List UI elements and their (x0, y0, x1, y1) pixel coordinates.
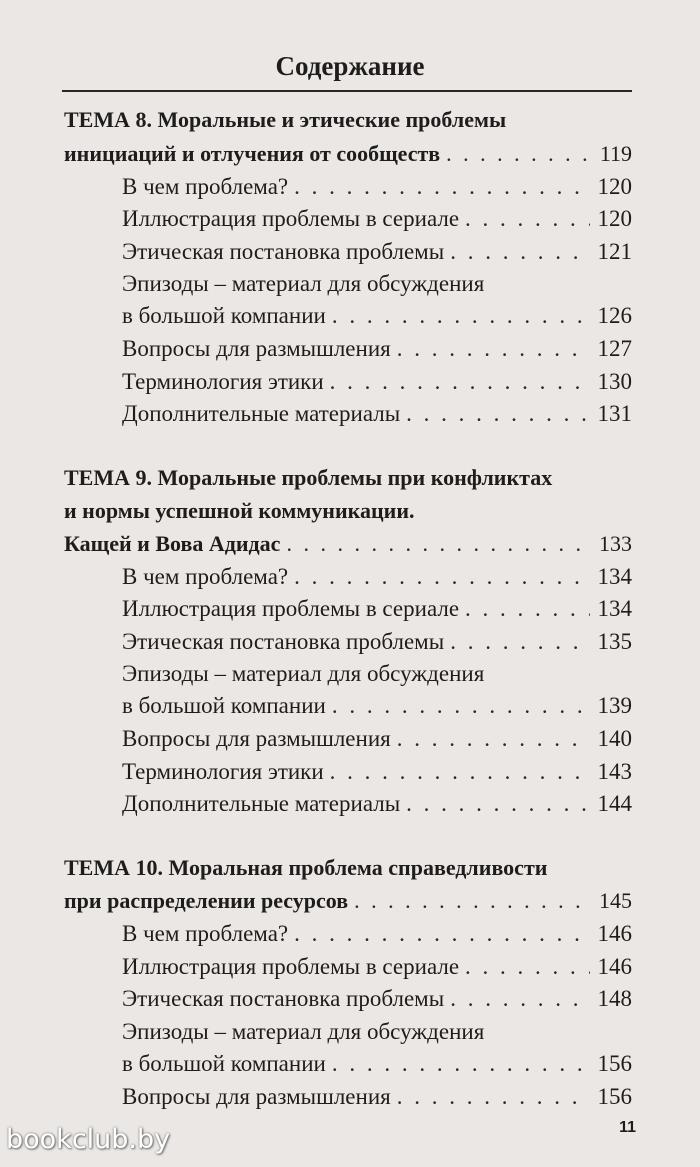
toc-entry (122, 1016, 632, 1048)
toc-entry-title: В чем проблема? (122, 174, 289, 199)
toc-page-number: 120 (597, 206, 632, 231)
toc-heading-line (64, 528, 632, 560)
toc-heading-line (64, 104, 632, 136)
toc-entry-title: ТЕМА 10. Моральная проблема справедливости (64, 855, 548, 880)
toc-entry-title: Терминология этики (122, 369, 324, 394)
toc-entry-title: Иллюстрация проблемы в сериале (122, 954, 460, 979)
toc-page-number: 131 (597, 401, 632, 426)
toc-entry-title: Дополнительные материалы (122, 791, 401, 816)
toc-heading-line (64, 138, 632, 170)
toc-entry-title: Кащей и Вова Адидас (64, 531, 281, 556)
toc-entry-title: и нормы успешной коммуникации. (64, 498, 415, 523)
toc-page-number: 120 (597, 174, 632, 199)
toc-entry-title: Иллюстрация проблемы в сериале (122, 596, 460, 621)
toc-entry (122, 756, 632, 788)
toc-page-number: 140 (597, 726, 632, 751)
toc-page-number: 121 (597, 239, 632, 264)
toc-entry (122, 1081, 632, 1113)
toc-entry (122, 203, 632, 235)
toc-leader-dots (450, 626, 589, 658)
toc-entry (122, 626, 632, 658)
toc-entry (122, 300, 632, 332)
toc-entry-title: Вопросы для размышления (122, 726, 391, 751)
toc-entry (122, 788, 632, 820)
toc-leader-dots (354, 885, 591, 917)
toc-entry-title: Вопросы для размышления (122, 336, 391, 361)
toc-entry (122, 983, 632, 1015)
toc-page-number: 130 (597, 369, 632, 394)
toc-page-number: 156 (597, 1051, 632, 1076)
page-title: Содержание (275, 51, 425, 81)
toc-entry-title: Этическая постановка проблемы (122, 239, 445, 264)
toc-entry (122, 951, 632, 983)
toc-leader-dots (332, 1048, 590, 1080)
toc-entry-title: в большой компании (122, 1051, 326, 1076)
toc-entry-title: В чем проблема? (122, 921, 289, 946)
toc-leader-dots (294, 918, 589, 950)
toc-page-number: 135 (597, 629, 632, 654)
toc-entry-title: Этическая постановка проблемы (122, 986, 445, 1011)
toc-page-number: 134 (597, 564, 632, 589)
toc-entry (122, 171, 632, 203)
toc-leader-dots (465, 593, 589, 625)
toc-entry (122, 690, 632, 722)
toc-entry (122, 268, 632, 300)
toc-leader-dots (330, 756, 590, 788)
toc-entry-title: Эпизоды – материал для обсуждения (122, 271, 485, 296)
toc-leader-dots (286, 528, 591, 560)
toc-entry-title: В чем проблема? (122, 564, 289, 589)
toc-entry (122, 918, 632, 950)
toc-entry (122, 366, 632, 398)
toc-entry-title: Вопросы для размышления (122, 1084, 391, 1109)
toc-entry-title: в большой компании (122, 303, 326, 328)
toc-page-number: 145 (599, 888, 632, 913)
toc-heading-line (64, 885, 632, 917)
page-number: 11 (619, 1119, 636, 1136)
toc-leader-dots (330, 366, 590, 398)
toc-leader-dots (397, 333, 590, 365)
toc-leader-dots (406, 788, 589, 820)
toc-entry (122, 658, 632, 690)
toc-page-number: 127 (597, 336, 632, 361)
toc-leader-dots (450, 983, 589, 1015)
toc-page-number: 148 (597, 986, 632, 1011)
toc-entry-title: Дополнительные материалы (122, 401, 401, 426)
toc-entry (122, 561, 632, 593)
toc-entry-title: Эпизоды – материал для обсуждения (122, 661, 485, 686)
toc-leader-dots (465, 203, 589, 235)
toc-page-number: 139 (597, 693, 632, 718)
toc-page-number: 146 (597, 954, 632, 979)
title-rule (62, 90, 632, 92)
toc-page-number: 146 (597, 921, 632, 946)
toc-entry (122, 593, 632, 625)
watermark-logo: bookclub.by (6, 1124, 171, 1155)
toc-leader-dots (465, 951, 589, 983)
toc-leader-dots (332, 690, 590, 722)
toc-entry-title: Эпизоды – материал для обсуждения (122, 1019, 485, 1044)
toc-heading-line (64, 852, 632, 884)
toc-page-number: 156 (597, 1084, 632, 1109)
toc-entry-title: при распределении ресурсов (64, 888, 349, 913)
toc-entry (122, 398, 632, 430)
toc-entry (122, 236, 632, 268)
toc-entry-title: ТЕМА 8. Моральные и этические проблемы (64, 107, 507, 132)
toc-page-number: 133 (599, 531, 632, 556)
toc-leader-dots (397, 1081, 590, 1113)
toc-leader-dots (294, 561, 589, 593)
toc-leader-dots (446, 138, 592, 170)
toc-page-number: 119 (599, 141, 632, 166)
toc-page-number: 134 (597, 596, 632, 621)
toc-leader-dots (294, 171, 589, 203)
toc-entry-title: инициаций и отлучения от сообществ (64, 141, 441, 166)
toc-entry-title: Иллюстрация проблемы в сериале (122, 206, 460, 231)
toc-leader-dots (450, 236, 589, 268)
toc-entry (122, 333, 632, 365)
toc-entry-title: Этическая постановка проблемы (122, 629, 445, 654)
toc-entry-title: в большой компании (122, 693, 326, 718)
toc-page-number: 143 (597, 759, 632, 784)
toc-entry (122, 723, 632, 755)
toc-leader-dots (406, 398, 589, 430)
toc-heading-line (64, 462, 632, 494)
toc-page-number: 144 (597, 791, 632, 816)
toc-entry-title: Терминология этики (122, 759, 324, 784)
toc-heading-line (64, 495, 632, 527)
toc-entry-title: ТЕМА 9. Моральные проблемы при конфликтах (64, 465, 553, 490)
toc-entry (122, 1048, 632, 1080)
toc-leader-dots (332, 300, 590, 332)
toc-page-number: 126 (597, 303, 632, 328)
toc-leader-dots (397, 723, 590, 755)
